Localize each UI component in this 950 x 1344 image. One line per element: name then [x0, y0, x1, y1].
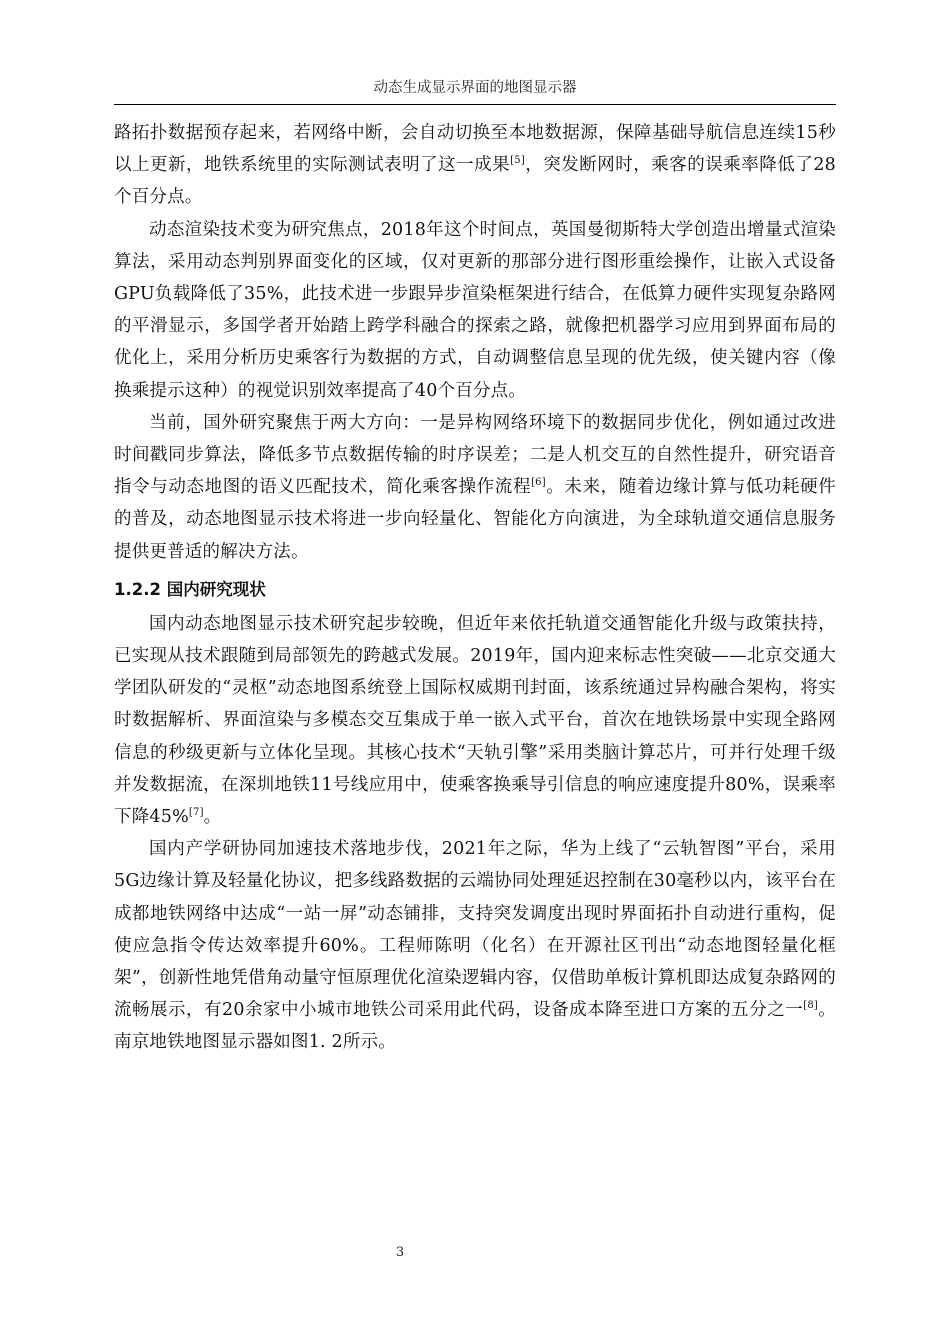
paragraph-text-after: 。未来，随着边缘计算与低功耗硬件的普及，动态地图显示技术将进一步向轻量化、智能化方向演进，为全球轨道交通信息服务提供更普适的解决方法。: [114, 477, 836, 562]
paragraph-text: 路拓扑数据预存起来，若网络中断，会自动切换至本地数据源，保障基础导航信息连续15秒以上更新，地铁系统里的实际测试表明了这一成果: [114, 123, 836, 176]
paragraph-text-after: ，突发断网时，乘客的误乘率降低了28个百分点。: [114, 155, 836, 208]
paragraph-1: [114, 117, 836, 214]
paragraph-text: 国内产学研协同加速技术落地步伐，2021年之际，华为上线了“云轨智图”平台，采用5G边缘计算及轻量化协议，把多线路数据的云端协同处理延迟控制在30毫秒以内，该平台在成都地铁网络中达成“一站一屏”动态铺排，支持突发调度出现时界面拓扑自动进行重构，促使应急指令传达效率提升60%。工程师陈明（化名）在开源社区刊出“动态地图轻量化框架”，创新性地凭借角动量守恒原理优化渲染逻辑内容，仅借助单板计算机即达成复杂路网的流畅展示，有20余家中小城市地铁公司采用此代码，设备成本降至进口方案的五分之一: [114, 839, 836, 1021]
page-number: 3: [395, 1245, 405, 1260]
paragraph-5: [114, 833, 836, 1058]
citation: [6]: [531, 477, 546, 489]
citation: [5]: [510, 155, 525, 167]
paragraph-text-after: 。: [203, 807, 222, 828]
paragraph-4: [114, 608, 836, 833]
body-text: [114, 117, 836, 1059]
paragraph-text-after: 。南京地铁地图显示器如图1. 2所示。: [114, 1000, 836, 1053]
paragraph-3: [114, 407, 836, 568]
paragraph-2: [114, 214, 836, 407]
citation: [8]: [803, 1000, 818, 1012]
paragraph-text: 动态渲染技术变为研究焦点，2018年这个时间点，英国曼彻斯特大学创造出增量式渲染算法，采用动态判别界面变化的区域，仅对更新的那部分进行图形重绘操作，让嵌入式设备GPU负载降低了35%，此技术进一步跟异步渲染框架进行结合，在低算力硬件实现复杂路网的平滑显示，多国学者开始踏上跨学科融合的探索之路，就像把机器学习应用到界面布局的优化上，采用分析历史乘客行为数据的方式，自动调整信息呈现的优先级，使关键内容（像换乘提示这种）的视觉识别效率提高了40个百分点。: [114, 219, 836, 401]
header-rule: [114, 104, 836, 105]
citation: [7]: [188, 807, 204, 819]
paragraph-text: 国内动态地图显示技术研究起步较晚，但近年来依托轨道交通智能化升级与政策扶持，已实现从技术跟随到局部领先的跨越式发展。2019年，国内迎来标志性突破——北京交通大学团队研发的“灵枢”动态地图系统登上国际权威期刊封面，该系统通过异构融合架构，将实时数据解析、界面渲染与多模态交互集成于单一嵌入式平台，首次在地铁场景中实现全路网信息的秒级更新与立体化呈现。其核心技术“天轨引擎”采用类脑计算芯片，可并行处理千级并发数据流，在深圳地铁11号线应用中，使乘客换乘导引信息的响应速度提升80%，误乘率下降45%: [114, 613, 836, 828]
section-heading: 1.2.2 国内研究现状: [114, 579, 266, 599]
paragraph-text: 当前，国外研究聚焦于两大方向：一是异构网络环境下的数据同步优化，例如通过改进时间戳同步算法，降低多节点数据传输的时序误差；二是人机交互的自然性提升，研究语音指令与动态地图的语义匹配技术，简化乘客操作流程: [114, 412, 836, 498]
running-header: 动态生成显示界面的地图显示器: [373, 80, 577, 96]
